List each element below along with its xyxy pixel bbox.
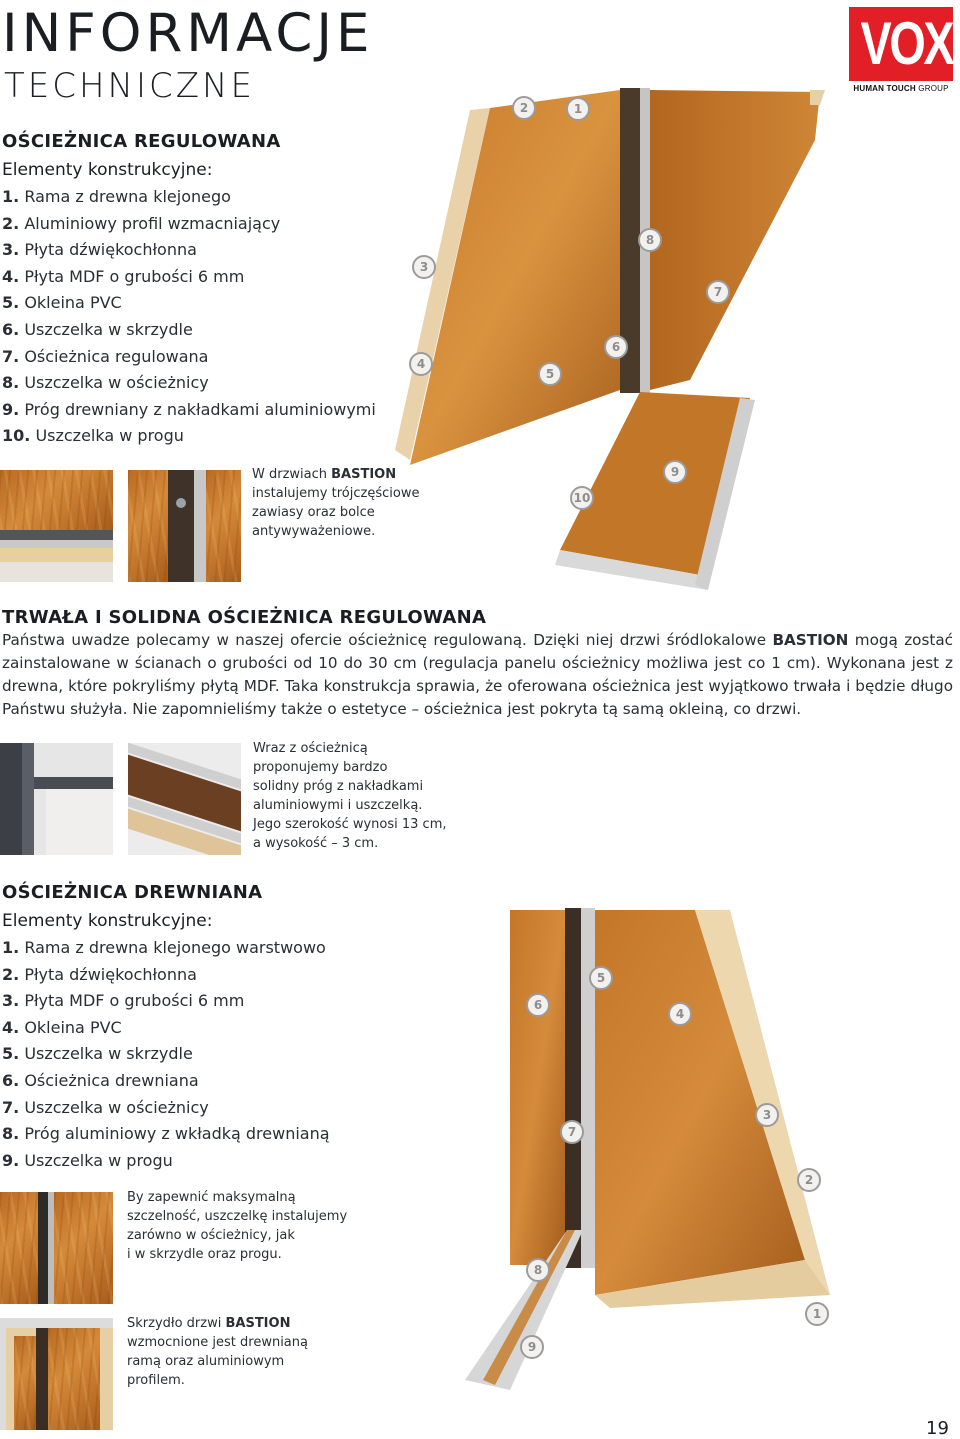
callout-marker: 7	[706, 280, 730, 304]
section3-heading: OŚCIEŻNICA DREWNIANA	[2, 882, 263, 903]
door-leaf-note: Skrzydło drzwi BASTION wzmocnione jest drewnianą ramą oraz aluminiowym profilem.	[127, 1316, 308, 1388]
callout-marker: 1	[805, 1302, 829, 1326]
callout-marker: 4	[409, 352, 433, 376]
wooden-frame-diagram	[455, 900, 855, 1400]
list-item: 5. Uszczelka w skrzydle	[2, 1044, 193, 1064]
callout-marker: 9	[663, 460, 687, 484]
frame-corner-photo	[0, 743, 113, 855]
page-number: 19	[926, 1418, 949, 1439]
section3-subheading: Elementy konstrukcyjne:	[2, 911, 213, 931]
page-title: INFORMACJE	[2, 3, 374, 64]
hinge-photo	[128, 470, 241, 582]
list-item: 8. Próg aluminiowy z wkładką drewnianą	[2, 1124, 330, 1144]
logo-tag-light: GROUP	[918, 84, 949, 93]
list-item: 9. Próg drewniany z nakładkami aluminiowymi	[2, 399, 376, 419]
callout-marker: 5	[538, 362, 562, 386]
threshold-aluminium-photo	[128, 743, 241, 855]
section2-heading: TRWAŁA I SOLIDNA OŚCIEŻNICA REGULOWANA	[2, 607, 487, 628]
callout-marker: 7	[560, 1120, 584, 1144]
seal-note: By zapewnić maksymalną szczelność, uszczelkę instalujemy zarówno w ościeżnicy, jak i w skrzydle oraz progu.	[127, 1190, 348, 1262]
list-item: 10. Uszczelka w progu	[2, 426, 184, 446]
logo-text: VOX	[860, 10, 953, 77]
callout-marker: 5	[589, 966, 613, 990]
list-item: 2. Płyta dźwiękochłonna	[2, 964, 197, 984]
list-item: 8. Uszczelka w ościeżnicy	[2, 373, 209, 393]
list-item: 4. Płyta MDF o grubości 6 mm	[2, 266, 245, 286]
threshold-photo	[0, 470, 113, 582]
list-item: 3. Płyta dźwiękochłonna	[2, 240, 197, 260]
list-item: 6. Ościeżnica drewniana	[2, 1070, 199, 1090]
callout-marker: 1	[566, 97, 590, 121]
callout-marker: 4	[668, 1002, 692, 1026]
door-leaf-photo	[0, 1318, 113, 1430]
callout-marker: 3	[412, 255, 436, 279]
callout-marker: 8	[638, 228, 662, 252]
threshold-note: Wraz z ościeżnicą proponujemy bardzo solidny próg z nakładkami aluminiowymi i uszczelką. Jego szerokość wynosi 13 cm, a wysokość – 3 cm.	[253, 741, 447, 851]
callout-marker: 2	[512, 96, 536, 120]
section2-paragraph: Państwa uwadze polecamy w naszej ofercie ościeżnicę regulowaną. Dzięki niej drzwi śródlokalowe BASTION mogą zostać zainstalowane w ścianach o grubości od 10 do 30 cm (regulacja panelu ościeżnicy możliwa jest co 1 cm). Wykonana jest z drewna, które pokryliśmy płytą MDF. Taka konstrukcja sprawia, że oferowana ościeżnica jest wyjątkowo trwała i będzie długo Państwu służyła. Nie zapomnieliśmy także o estetyce – ościeżnica jest pokryta tą samą okleiną, co drzwi.	[2, 631, 953, 718]
callout-marker: 10	[570, 486, 594, 510]
logo-tag-bold: HUMAN TOUCH	[853, 84, 916, 93]
list-item: 6. Uszczelka w skrzydle	[2, 319, 193, 339]
section1-heading: OŚCIEŻNICA REGULOWANA	[2, 131, 281, 152]
vox-logo	[849, 7, 953, 81]
section3-elements-list	[2, 935, 330, 1174]
list-item: 5. Okleina PVC	[2, 293, 122, 313]
logo-tagline	[849, 84, 953, 93]
seal-photo	[0, 1192, 113, 1304]
callout-marker: 9	[520, 1335, 544, 1359]
list-item: 7. Uszczelka w ościeżnicy	[2, 1097, 209, 1117]
section1-subheading: Elementy konstrukcyjne:	[2, 160, 213, 180]
page-subtitle: TECHNICZNE	[4, 66, 255, 106]
list-item: 3. Płyta MDF o grubości 6 mm	[2, 991, 245, 1011]
callout-marker: 8	[526, 1258, 550, 1282]
list-item: 2. Aluminiowy profil wzmacniający	[2, 213, 281, 233]
section1-elements-list	[2, 184, 376, 450]
callout-marker: 6	[526, 993, 550, 1017]
callout-marker: 6	[604, 335, 628, 359]
list-item: 4. Okleina PVC	[2, 1017, 122, 1037]
callout-marker: 3	[755, 1103, 779, 1127]
callout-marker: 2	[797, 1168, 821, 1192]
list-item: 9. Uszczelka w progu	[2, 1150, 173, 1170]
list-item: 7. Ościeżnica regulowana	[2, 346, 209, 366]
list-item: 1. Rama z drewna klejonego warstwowo	[2, 938, 326, 957]
hinges-note: W drzwiach BASTION instalujemy trójczęściowe zawiasy oraz bolce antywyważeniowe.	[252, 467, 420, 539]
list-item: 1. Rama z drewna klejonego	[2, 187, 231, 206]
